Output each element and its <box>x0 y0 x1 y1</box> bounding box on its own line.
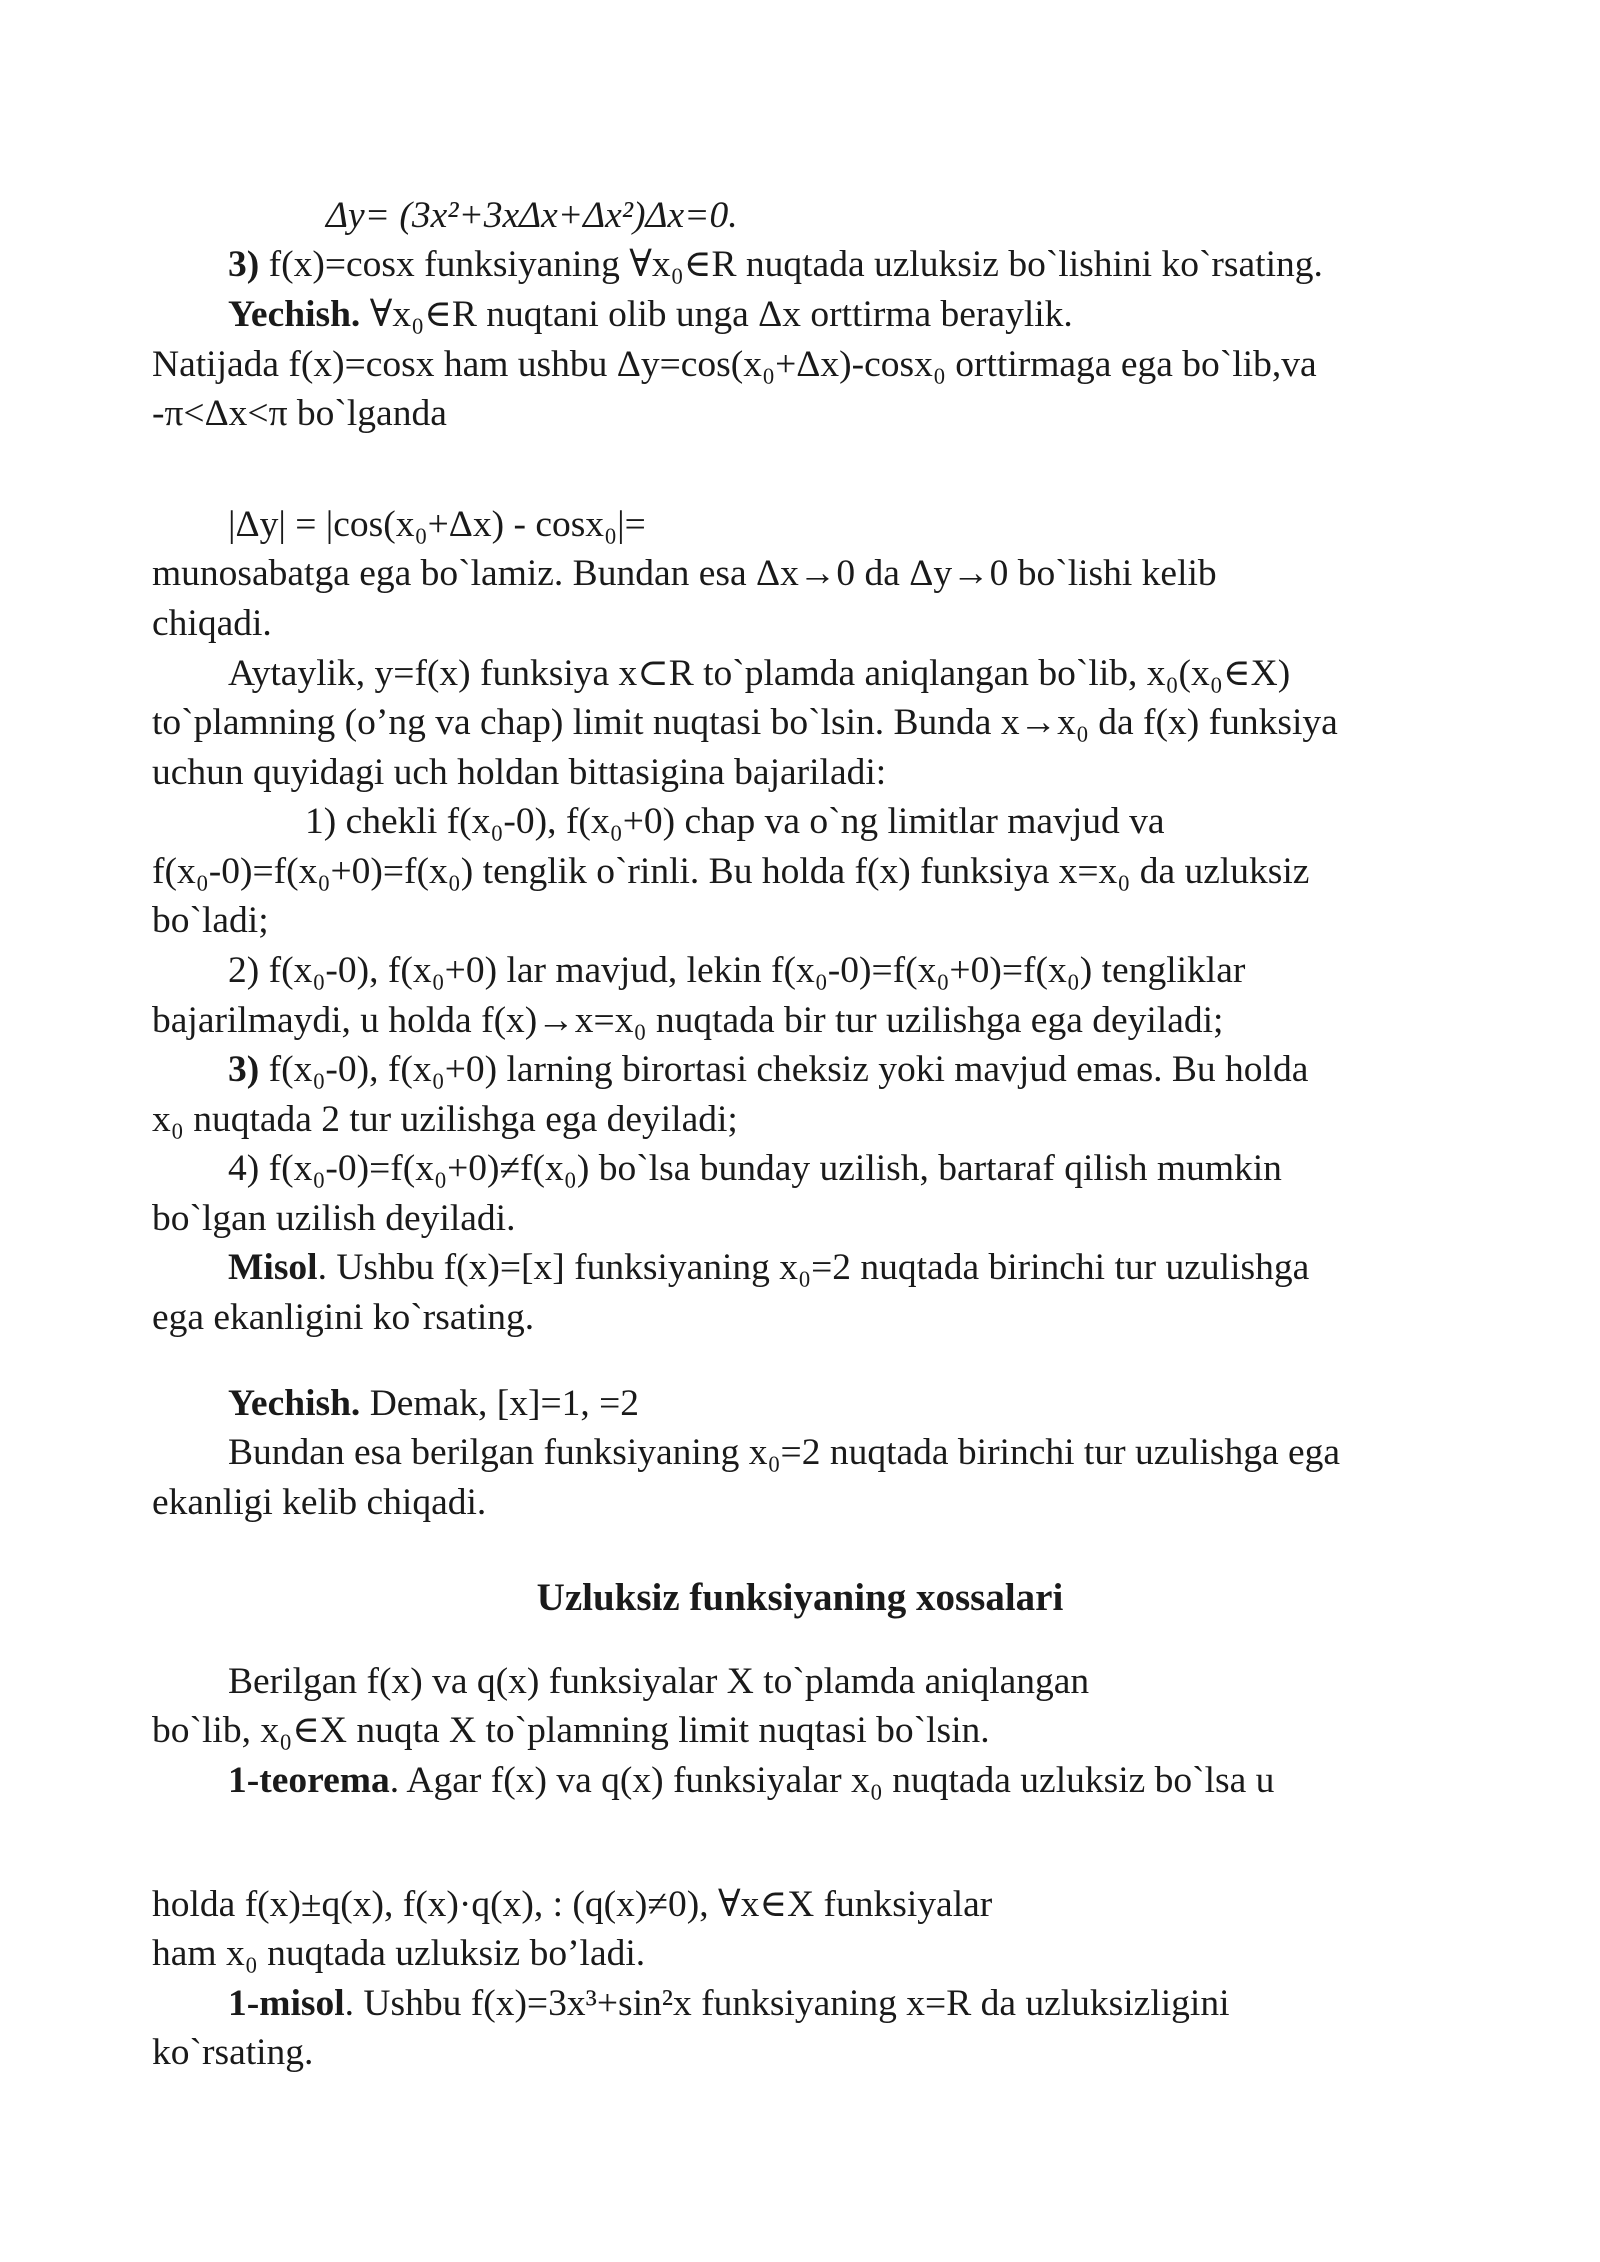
conclusion-line-1: munosabatga ega bo`lamiz. Bundan esa Δx→0 da Δy→0 bo`lishi kelib <box>152 553 1217 594</box>
theorem-1-line-2: holda f(x)±q(x), f(x)·q(x), : (q(x)≠0), ∀x∈X funksiyalar <box>152 1884 993 1925</box>
example-line-2: ega ekanligini ko`rsating. <box>152 1297 535 1338</box>
bold-lead-word: 3) <box>228 1049 260 1090</box>
section-heading: Uzluksiz funksiyaning xossalari <box>536 1576 1064 1619</box>
case-2-line-2: bajarilmaydi, u holda f(x)→x=x₀ nuqtada bir tur uzilishga ega deyiladi; <box>152 1000 1224 1041</box>
solution-line-2: Natijada f(x)=cosx ham ushbu Δy=cos(x₀+Δx)-cosx₀ orttirmaga ega bo`lib,va <box>152 344 1317 385</box>
formula-delta-y: Δy= (3x²+3xΔx+Δx²)Δx=0. <box>326 195 738 236</box>
definition-line-1: Aytaylik, y=f(x) funksiya x⊂R to`plamda aniqlangan bo`lib, x₀(x₀∈X) <box>228 653 1291 694</box>
bold-lead-word: 1-misol <box>228 1983 345 2024</box>
definition-line-3: uchun quyidagi uch holdan bittasigina bajariladi: <box>152 752 887 793</box>
example-1-line-1: 1-misol. Ushbu f(x)=3x³+sin²x funksiyaning x=R da uzluksizligini <box>228 1983 1230 2024</box>
case-3-line-1: 3) f(x₀-0), f(x₀+0) larning birortasi cheksiz yoki mavjud emas. Bu holda <box>228 1049 1309 1090</box>
theorem-1-line-3: ham x₀ nuqtada uzluksiz bo’ladi. <box>152 1933 646 1974</box>
abs-delta-formula: |Δy| = |cos(x₀+Δx) - cosx₀|= <box>228 504 646 545</box>
properties-intro-line-2: bo`lib, x₀∈X nuqta X to`plamning limit nuqtasi bo`lsin. <box>152 1710 990 1751</box>
case-1-line-2: f(x₀-0)=f(x₀+0)=f(x₀) tenglik o`rinli. Bu holda f(x) funksiya x=x₀ da uzluksiz <box>152 851 1310 892</box>
case-2-line-1: 2) f(x₀-0), f(x₀+0) lar mavjud, lekin f(x₀-0)=f(x₀+0)=f(x₀) tengliklar <box>228 950 1246 991</box>
case-1-line-3: bo`ladi; <box>152 900 269 941</box>
solution-line-3: -π<Δx<π bo`lganda <box>152 393 447 434</box>
case-1-line-1: 1) chekli f(x₀-0), f(x₀+0) chap va o`ng limitlar mavjud va <box>305 801 1165 842</box>
properties-intro-line-1: Berilgan f(x) va q(x) funksiyalar X to`plamda aniqlangan <box>228 1661 1090 1702</box>
example-conclusion-line-2: ekanligi kelib chiqadi. <box>152 1482 487 1523</box>
bold-lead-word: Yechish. <box>228 1383 361 1424</box>
bold-lead-word: Misol <box>228 1247 318 1288</box>
example-1-line-2: ko`rsating. <box>152 2032 314 2073</box>
example-conclusion-line-1: Bundan esa berilgan funksiyaning x₀=2 nuqtada birinchi tur uzulishga ega <box>228 1432 1341 1473</box>
example-solution-line: Yechish. Demak, [x]=1, =2 <box>228 1383 639 1424</box>
definition-line-2: to`plamning (o’ng va chap) limit nuqtasi bo`lsin. Bunda x→x₀ da f(x) funksiya <box>152 702 1338 743</box>
case-3-line-2: x₀ nuqtada 2 tur uzilishga ega deyiladi; <box>152 1099 738 1140</box>
bold-lead-word: 3) <box>228 244 260 285</box>
problem-3-statement: 3) f(x)=cosx funksiyaning ∀x₀∈R nuqtada uzluksiz bo`lishini ko`rsating. <box>228 244 1323 285</box>
bold-lead-word: Yechish. <box>228 294 361 335</box>
conclusion-line-2: chiqadi. <box>152 603 272 644</box>
solution-line-1: Yechish. ∀x₀∈R nuqtani olib unga Δx orttirma beraylik. <box>228 294 1073 335</box>
bold-lead-word: 1-teorema <box>228 1760 390 1801</box>
theorem-1-line-1: 1-teorema. Agar f(x) va q(x) funksiyalar x₀ nuqtada uzluksiz bo`lsa u <box>228 1760 1275 1801</box>
case-4-line-2: bo`lgan uzilish deyiladi. <box>152 1198 516 1239</box>
case-4-line-1: 4) f(x₀-0)=f(x₀+0)≠f(x₀) bo`lsa bunday uzilish, bartaraf qilish mumkin <box>228 1148 1282 1189</box>
example-line-1: Misol. Ushbu f(x)=[x] funksiyaning x₀=2 nuqtada birinchi tur uzulishga <box>228 1247 1310 1288</box>
